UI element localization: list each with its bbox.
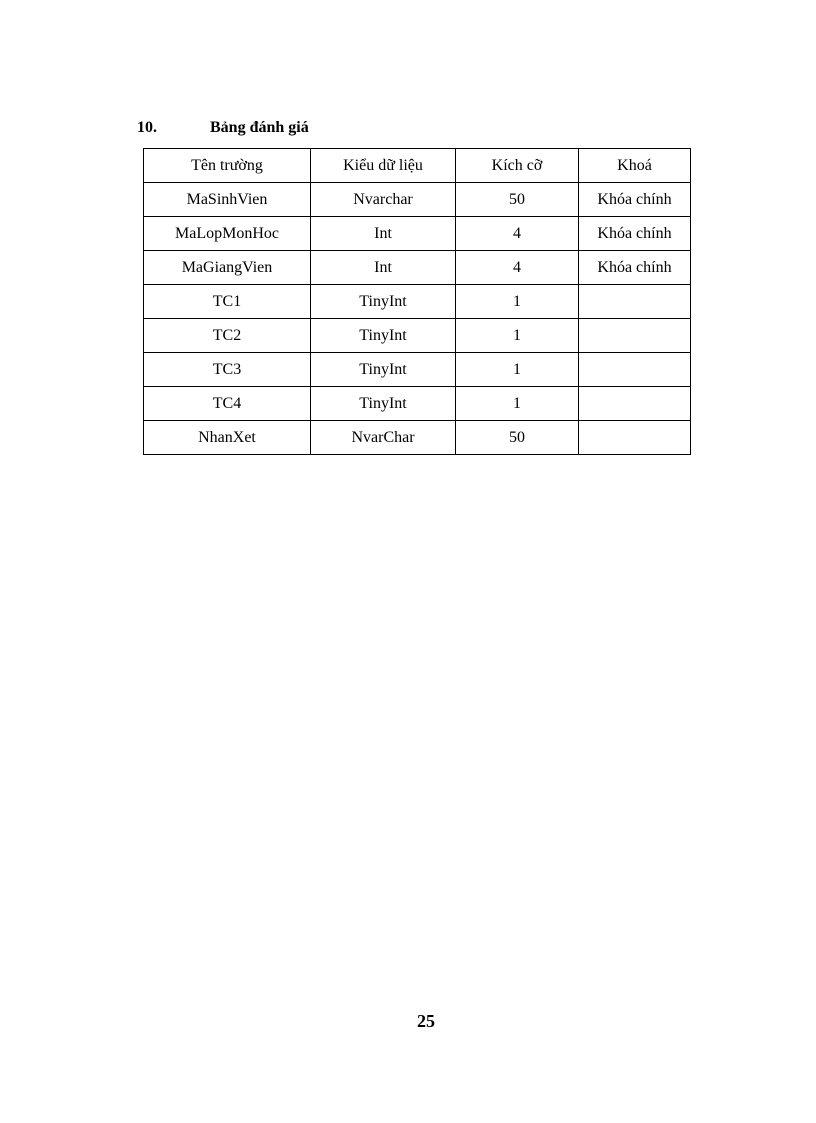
cell-data-type: Nvarchar: [311, 183, 456, 217]
table-row: [144, 285, 691, 319]
header-field-name: Tên trường: [144, 149, 311, 183]
cell-field-name: MaGiangVien: [144, 251, 311, 285]
cell-data-type: Int: [311, 251, 456, 285]
cell-data-type: TinyInt: [311, 387, 456, 421]
table-row: [144, 319, 691, 353]
cell-size: 4: [456, 217, 579, 251]
cell-field-name: MaSinhVien: [144, 183, 311, 217]
table-row: [144, 217, 691, 251]
cell-field-name: TC3: [144, 353, 311, 387]
cell-field-name: TC1: [144, 285, 311, 319]
table-row: [144, 421, 691, 455]
cell-key: [579, 285, 691, 319]
cell-key: Khóa chính: [579, 217, 691, 251]
cell-data-type: NvarChar: [311, 421, 456, 455]
cell-data-type: Int: [311, 217, 456, 251]
cell-size: 50: [456, 183, 579, 217]
cell-size: 4: [456, 251, 579, 285]
cell-key: Khóa chính: [579, 251, 691, 285]
cell-data-type: TinyInt: [311, 319, 456, 353]
cell-key: Khóa chính: [579, 183, 691, 217]
header-size: Kích cỡ: [456, 149, 579, 183]
cell-key: [579, 319, 691, 353]
cell-field-name: TC4: [144, 387, 311, 421]
field-table: [143, 148, 691, 455]
table-row: [144, 387, 691, 421]
section-heading: [137, 119, 309, 137]
cell-data-type: TinyInt: [311, 285, 456, 319]
section-title: Bảng đánh giá: [210, 119, 309, 136]
table-row: [144, 353, 691, 387]
table-row: [144, 183, 691, 217]
section-number: 10.: [137, 119, 157, 136]
cell-key: [579, 353, 691, 387]
header-data-type: Kiểu dữ liệu: [311, 149, 456, 183]
header-key: Khoá: [579, 149, 691, 183]
cell-key: [579, 387, 691, 421]
cell-key: [579, 421, 691, 455]
table-row: [144, 251, 691, 285]
cell-field-name: TC2: [144, 319, 311, 353]
cell-size: 1: [456, 319, 579, 353]
cell-data-type: TinyInt: [311, 353, 456, 387]
table-header-row: [144, 149, 691, 183]
cell-size: 50: [456, 421, 579, 455]
page-number: 25: [417, 1011, 435, 1031]
cell-size: 1: [456, 353, 579, 387]
cell-size: 1: [456, 285, 579, 319]
cell-field-name: NhanXet: [144, 421, 311, 455]
cell-field-name: MaLopMonHoc: [144, 217, 311, 251]
cell-size: 1: [456, 387, 579, 421]
